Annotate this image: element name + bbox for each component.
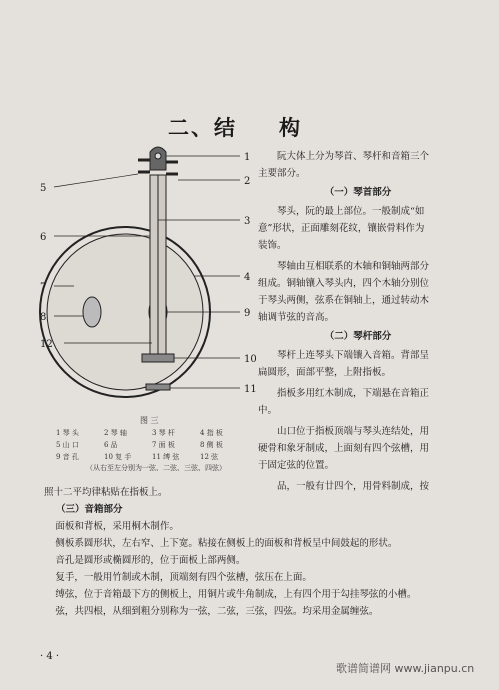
section-title bbox=[168, 112, 302, 142]
para-line: 于固定弦的位置。 bbox=[258, 460, 335, 471]
legend-item: 2 琴 轴 bbox=[104, 429, 127, 437]
figure-legend bbox=[56, 427, 256, 463]
full-width-text bbox=[44, 484, 474, 620]
callout-6: 6 bbox=[40, 232, 47, 243]
legend-item: 6 品 bbox=[104, 441, 118, 449]
callout-1: 1 bbox=[244, 152, 251, 163]
callout-4: 4 bbox=[244, 272, 251, 283]
para-line: 弦，共四根，从细到粗分别称为一弦，二弦，三弦，四弦。均采用金属缠弦。 bbox=[55, 606, 379, 617]
callout-7: 7 bbox=[40, 282, 47, 293]
title-word: 构 bbox=[279, 116, 302, 140]
watermark: 歌谱简谱网 www.jianpu.cn bbox=[336, 662, 475, 675]
para-line: 音孔是圆形或椭圆形的，位于面板上部两侧。 bbox=[55, 555, 246, 566]
para-line: 装饰。 bbox=[258, 240, 287, 251]
callout-2: 2 bbox=[244, 176, 251, 187]
right-column bbox=[258, 148, 458, 495]
para-line: 于琴头两侧，弦系在铜轴上，通过转动木 bbox=[258, 295, 430, 306]
para-line: 意”形状，正面雕刻花纹，镶嵌骨料作为 bbox=[258, 223, 425, 234]
intro-line: 主要部分。 bbox=[258, 168, 306, 179]
legend-item: 5 山 口 bbox=[56, 441, 79, 449]
section-heading-2: （二）琴杆部分 bbox=[324, 331, 392, 342]
legend-item: 12 弦 bbox=[200, 453, 219, 461]
callout-8: 8 bbox=[40, 312, 47, 323]
legend-item: 4 指 板 bbox=[200, 429, 223, 437]
para-line: 面板和背板，采用桐木制作。 bbox=[55, 521, 179, 532]
para-line: 琴轴由互相联系的木轴和铜轴两部分 bbox=[277, 261, 430, 272]
para-line: 复手，一般用竹制或木制，顶端刻有四个弦槽，弦压在上面。 bbox=[55, 572, 312, 583]
legend-note: （从右至左分别为一弦、二弦、三弦、四弦） bbox=[86, 464, 226, 472]
bridge bbox=[142, 354, 174, 362]
figure-caption: 图 三 bbox=[140, 416, 159, 425]
para-line: 硬骨和象牙制成，上面刻有四个弦槽，用 bbox=[258, 443, 430, 454]
callout-5: 5 bbox=[40, 183, 47, 194]
legend-item: 9 音 孔 bbox=[56, 453, 79, 461]
para-line: 山口位于指板顶端与琴头连结处，用 bbox=[277, 426, 430, 437]
section-heading-3: （三）音箱部分 bbox=[56, 504, 123, 515]
para-line: 缚弦，位于音箱最下方的侧板上，用铜片或牛角制成，上有四个用于勾挂琴弦的小槽。 bbox=[55, 589, 417, 600]
para-line: 轴调节弦的音高。 bbox=[258, 312, 335, 323]
para-line: 扁圆形，面部平整，上附指板。 bbox=[258, 367, 392, 378]
legend-item: 10 复 手 bbox=[104, 453, 132, 461]
title-number: 二、结 bbox=[168, 116, 237, 140]
para-line: 组成。铜轴镶入琴头内，四个木轴分别位 bbox=[258, 278, 430, 289]
para-line: 品，一般有廿四个，用骨料制成，按 bbox=[277, 481, 430, 492]
intro-line: 阮大体上分为琴首、琴杆和音箱三个 bbox=[277, 151, 430, 162]
para-line: 中。 bbox=[258, 405, 278, 416]
tailpiece bbox=[146, 384, 170, 390]
para-line: 琴杆上连琴头下端镶入音箱。背部呈 bbox=[277, 350, 430, 361]
para-line: 照十二平均律粘贴在指板上。 bbox=[44, 487, 168, 498]
para-line: 指板多用红木制成，下端悬在音箱正 bbox=[277, 388, 430, 399]
section-heading-1: （一）琴首部分 bbox=[324, 187, 392, 198]
callout-3: 3 bbox=[244, 216, 251, 227]
callout-10: 10 bbox=[244, 354, 257, 365]
ruan-diagram bbox=[34, 140, 268, 400]
legend-row bbox=[56, 451, 256, 463]
legend-item: 1 琴 头 bbox=[56, 429, 79, 437]
legend-row bbox=[56, 439, 256, 451]
legend-item: 11 缚 弦 bbox=[152, 453, 180, 461]
sound-hole-left bbox=[83, 297, 101, 327]
callout-9: 9 bbox=[244, 308, 251, 319]
para-line: 侧板系圆形状，左右窄、上下宽。粘接在侧板上的面板和背板呈中间鼓起的形状。 bbox=[55, 538, 398, 549]
legend-row bbox=[56, 427, 256, 439]
callout-12: 12 bbox=[40, 339, 53, 350]
legend-item: 3 琴 杆 bbox=[152, 429, 175, 437]
callout-11: 11 bbox=[244, 384, 257, 395]
legend-item: 7 面 板 bbox=[152, 441, 175, 449]
page-number: · 4 · bbox=[40, 651, 60, 662]
legend-item: 8 侧 板 bbox=[200, 441, 223, 449]
para-line: 琴头，阮的最上部位。一般制成“如 bbox=[277, 206, 425, 217]
